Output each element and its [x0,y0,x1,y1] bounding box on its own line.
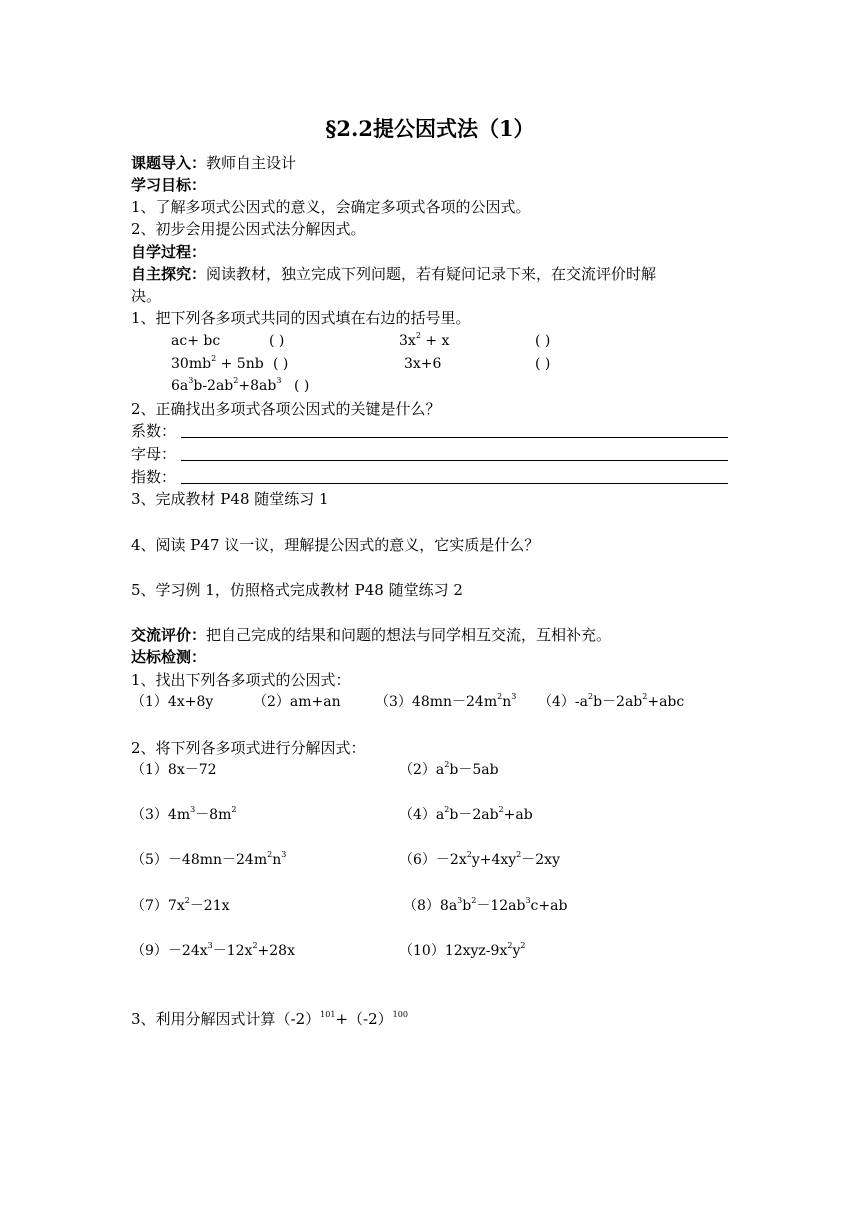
exchange-text: 把自己完成的结果和问题的想法与同学相互交流，互相补充。 [206,626,612,644]
test2-item-4: $(4)a^2b-2ab^2+ab$ [399,805,533,823]
explore-text-cont: 决。 [131,287,162,305]
self-question-4: 4、阅读 P47 议一议，理解提公因式的意义，它实质是什么？ [131,536,540,554]
test-q3-text: 3、利用分解因式计算（-2） [131,1010,321,1028]
goal-item-1: 1、了解多项式公因式的意义，会确定多项式各项的公因式。 [131,198,531,216]
poly-2: $3x^2 + x$ [399,331,450,349]
poly-3: $30mb^2 + 5nb$ [171,354,264,372]
answer-line [181,483,728,484]
test-question-3 [131,1009,408,1029]
answer-paren: ( ) [269,333,285,349]
test2-item-8: $(8)8a^3b^2-12ab^3c+ab$ [403,896,568,914]
test2-item-6: $(6)-2x^2y+4xy^2-2xy$ [399,850,560,868]
blank-label-coefficient: 系数： [131,422,177,440]
test1-item-2: （2）am+an [253,694,341,710]
answer-paren: ( ) [535,333,551,349]
goal-item-2: 2、初步会用提公因式法分解因式。 [131,220,366,238]
poly-1: ac+ bc [171,333,221,349]
blank-label-exponent: 指数： [131,468,177,486]
page-title: §2.2提公因式法（1） [325,116,535,141]
self-question-2: 2、正确找出多项式各项公因式的关键是什么？ [131,400,441,418]
explore-line [131,264,656,284]
test1-item-3: $(3)48mn-24m^2n^3$ [375,692,517,710]
test2-item-5: $(5)-48mn-24m^2n^3$ [131,850,287,868]
poly-4: 3x+6 [404,356,442,372]
test-q3-plus: +（-2） [335,1010,393,1028]
test-label: 达标检测： [131,648,207,666]
blank-label-letter: 字母： [131,445,177,463]
answer-paren: ( ) [294,378,310,394]
intro-label: 课题导入： [131,154,207,172]
poly-5: $6a^3b-2ab^2+8ab^3$ [171,376,282,394]
intro-text: 教师自主设计 [206,154,297,172]
test2-item-7: $(7)7x^2-21x$ [131,896,230,914]
exchange-line [131,625,611,645]
explore-label: 自主探究： [131,265,207,283]
exchange-label: 交流评价： [131,626,207,644]
answer-paren: ( ) [535,356,551,372]
answer-line [181,437,728,438]
answer-line [181,460,728,461]
answer-paren: ( ) [273,356,289,372]
test1-item-1: （1）4x+8y [131,694,214,710]
intro-line [131,153,296,173]
test-question-1: 1、找出下列各多项式的公因式： [131,671,351,689]
test1-item-4: $(4)-a^2b-2ab^2+abc$ [538,692,685,710]
self-study-label: 自学过程： [131,243,207,261]
self-question-3: 3、完成教材 P48 随堂练习 1 [131,490,329,508]
test-q3-exponent-1: 101 [320,1010,336,1019]
self-question-1: 1、把下列各多项式共同的因式填在右边的括号里。 [131,309,471,327]
test2-item-3: $(3)4m^3-8m^2$ [131,805,237,823]
test2-item-1: （1）8x－72 [131,762,217,778]
explore-text: 阅读教材，独立完成下列问题，若有疑问记录下来，在交流评价时解 [206,265,657,283]
test-question-2: 2、将下列各多项式进行分解因式： [131,739,366,757]
test2-item-10: $(10)12xyz-9x^2y^2$ [399,941,526,959]
test2-item-2: $(2)a^2b-5ab$ [399,760,499,778]
test2-item-9: $(9)-24x^3-12x^2+28x$ [131,941,295,959]
goals-label: 学习目标： [131,176,207,194]
self-question-5: 5、学习例 1，仿照格式完成教材 P48 随堂练习 2 [131,581,463,599]
test-q3-exponent-2: 100 [392,1010,408,1019]
